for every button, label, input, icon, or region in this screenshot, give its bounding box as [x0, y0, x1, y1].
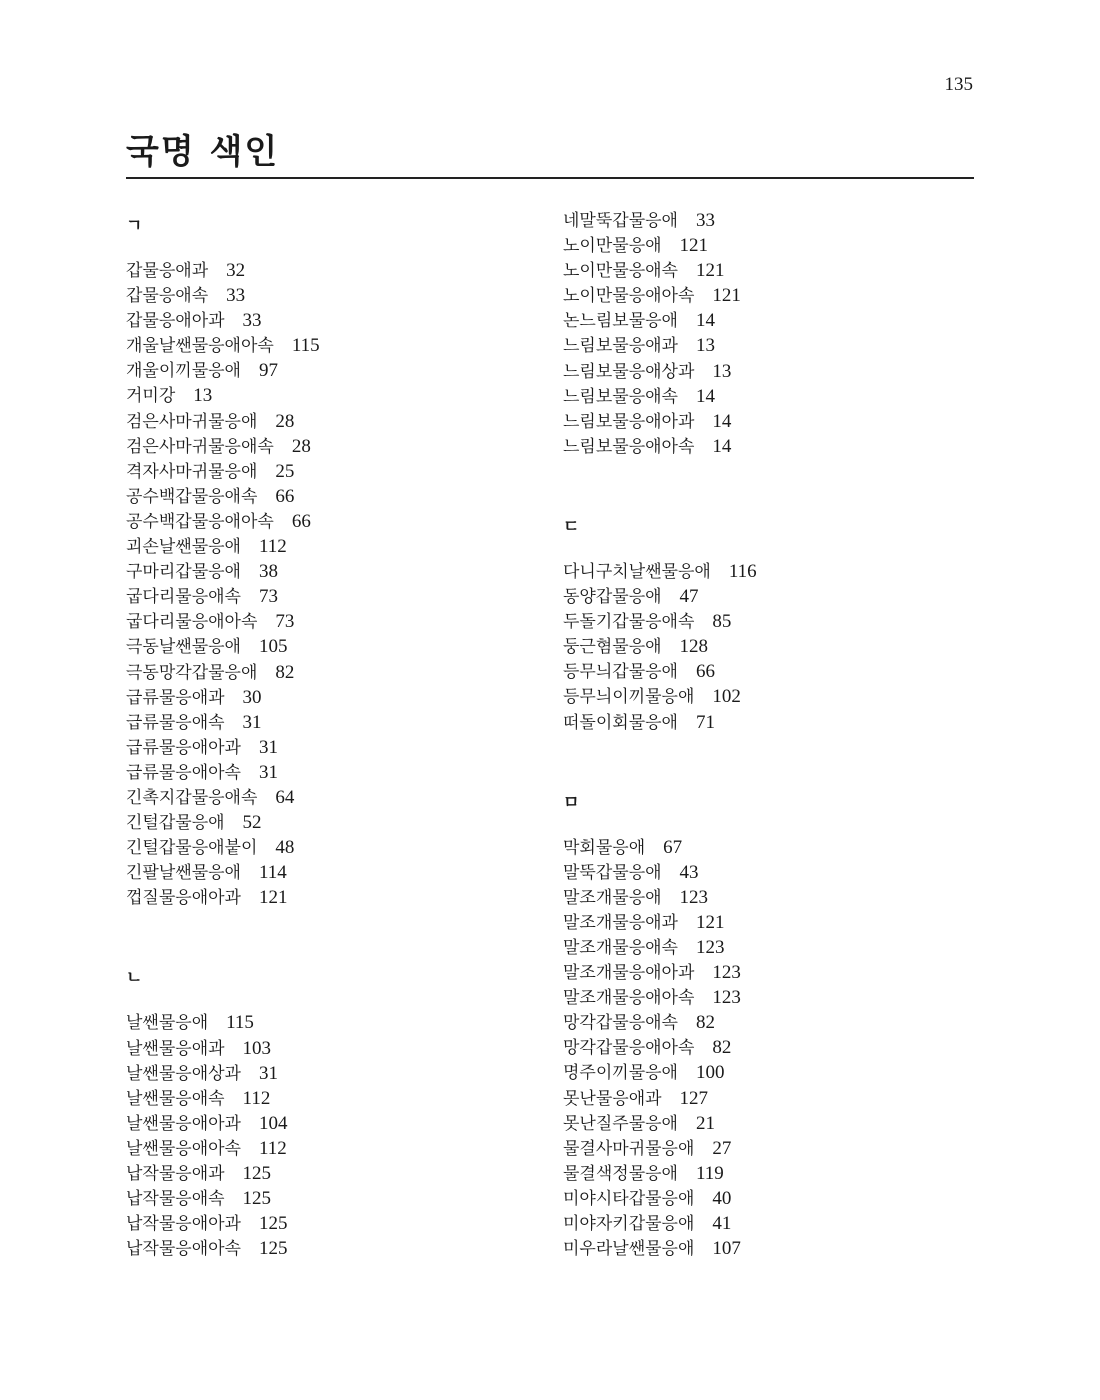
index-page-number: 66 — [291, 510, 311, 532]
index-term: 공수백갑물응애속 — [126, 486, 258, 507]
index-term: 납작물응애속 — [126, 1189, 225, 1210]
index-page-number: 121 — [695, 260, 725, 282]
index-entry — [126, 710, 526, 735]
index-term: 등무늬갑물응애 — [563, 662, 678, 683]
index-entry — [126, 1036, 526, 1061]
index-term: 날쌘물응애아속 — [126, 1138, 241, 1159]
index-page-number: 102 — [712, 686, 741, 708]
index-section — [126, 208, 526, 910]
index-entry — [126, 1061, 526, 1086]
index-term: 갑물응애아과 — [126, 311, 225, 332]
index-term: 괴손날쌘물응애 — [126, 537, 241, 558]
index-section — [563, 785, 963, 1262]
index-entry — [126, 459, 526, 484]
index-term: 말조개물응애속 — [563, 937, 678, 958]
index-term: 느림보물응애아과 — [563, 411, 695, 432]
index-page-number: 112 — [242, 1087, 271, 1109]
index-term: 미우라날쌘물응애 — [563, 1239, 695, 1260]
index-term: 둥근혐물응애 — [563, 637, 662, 658]
index-page-number: 43 — [679, 861, 699, 883]
index-term: 거미강 — [126, 386, 176, 407]
index-page-number: 82 — [695, 1012, 715, 1034]
index-term: 말조개물응애아과 — [563, 963, 695, 984]
index-term: 등무늬이끼물응애 — [563, 687, 695, 708]
index-page-number: 47 — [679, 586, 699, 608]
index-entry — [126, 409, 526, 434]
index-entry — [126, 1186, 526, 1211]
index-term: 말조개물응애과 — [563, 912, 678, 933]
index-term: 느림보물응애상과 — [563, 361, 695, 382]
index-entry — [563, 409, 963, 434]
index-entry — [563, 258, 963, 283]
index-term: 구마리갑물응애 — [126, 562, 241, 583]
index-entry — [563, 609, 963, 634]
index-entry — [126, 1111, 526, 1136]
index-term: 망각갑물응애속 — [563, 1013, 678, 1034]
index-entry — [563, 1161, 963, 1186]
index-entry — [126, 1211, 526, 1236]
index-entry — [563, 359, 963, 384]
index-page-number: 64 — [275, 786, 295, 808]
index-page-number: 125 — [242, 1163, 272, 1184]
index-term: 노이만물응애아속 — [563, 286, 695, 307]
index-entry — [126, 634, 526, 659]
index-page-number: 123 — [712, 987, 741, 1009]
index-page-number: 103 — [242, 1037, 272, 1059]
index-term: 개울이끼물응애 — [126, 361, 241, 382]
index-term: 굽다리물응애속 — [126, 587, 241, 608]
index-entry — [563, 1186, 963, 1211]
index-page-number: 73 — [258, 586, 278, 608]
index-term: 막회물응애 — [563, 837, 646, 858]
index-page-number: 123 — [695, 936, 725, 958]
index-page-number: 116 — [728, 560, 757, 582]
index-section — [563, 509, 963, 735]
index-entry — [126, 885, 526, 910]
index-term: 노이만물응애 — [563, 236, 662, 257]
index-page-number: 71 — [695, 711, 715, 733]
index-term: 말조개물응애 — [563, 887, 662, 908]
index-page-number: 121 — [695, 911, 725, 933]
index-page-number: 33 — [226, 285, 246, 307]
index-term: 급류물응애아속 — [126, 762, 241, 783]
index-term: 노이만물응애속 — [563, 261, 678, 282]
index-term: 날쌘물응애과 — [126, 1038, 225, 1059]
index-entry — [126, 1236, 526, 1261]
index-page-number: 31 — [242, 711, 262, 733]
index-page-number: 33 — [242, 310, 262, 332]
index-entry — [563, 634, 963, 659]
index-page-number: 28 — [275, 410, 295, 432]
index-entry — [126, 835, 526, 860]
index-term: 날쌘물응애 — [126, 1013, 209, 1034]
index-entry — [126, 1136, 526, 1161]
index-entry — [563, 208, 963, 233]
index-page-number: 121 — [679, 235, 709, 257]
index-term: 동양갑물응애 — [563, 587, 662, 608]
index-entry — [563, 283, 963, 308]
index-term: 말뚝갑물응애 — [563, 862, 662, 883]
index-entry — [126, 609, 526, 634]
index-page-number: 48 — [275, 837, 295, 859]
index-entry — [563, 960, 963, 985]
index-term: 못난물응애과 — [563, 1088, 662, 1109]
index-entry — [563, 885, 963, 910]
index-entry — [563, 559, 963, 584]
index-term: 납작물응애과 — [126, 1164, 225, 1184]
index-term: 극동망각갑물응애 — [126, 662, 258, 683]
index-entry — [126, 258, 526, 283]
index-entry — [563, 1211, 963, 1236]
index-page-number: 125 — [258, 1213, 288, 1235]
index-entry — [126, 860, 526, 885]
index-term: 두돌기갑물응애속 — [563, 612, 695, 633]
index-term: 못난질주물응애 — [563, 1113, 678, 1134]
index-entry — [563, 1035, 963, 1060]
index-term: 격자사마귀물응애 — [126, 461, 258, 482]
index-term: 급류물응애아과 — [126, 737, 241, 758]
index-term: 급류물응애과 — [126, 687, 225, 708]
index-entry — [563, 1010, 963, 1035]
index-page-number: 127 — [679, 1087, 709, 1109]
index-entry — [563, 935, 963, 960]
index-term: 네말뚝갑물응애 — [563, 211, 678, 231]
index-page-number: 107 — [712, 1238, 741, 1260]
index-page-number: 121 — [258, 887, 288, 909]
index-page-number: 13 — [193, 385, 213, 407]
index-page-number: 82 — [712, 1037, 732, 1059]
index-term: 미야자키갑물응애 — [563, 1214, 695, 1234]
index-entry — [126, 1086, 526, 1111]
index-term: 망각갑물응애아속 — [563, 1038, 695, 1059]
index-entry — [126, 685, 526, 710]
index-entry — [126, 308, 526, 333]
index-page-number: 41 — [712, 1213, 732, 1234]
index-term: 개울날쌘물응애아속 — [126, 336, 274, 357]
index-section — [563, 208, 963, 459]
index-entry — [126, 559, 526, 584]
index-entry — [126, 484, 526, 509]
index-entry — [563, 1060, 963, 1085]
index-entry — [563, 835, 963, 860]
index-entry — [126, 509, 526, 534]
index-term: 날쌘물응애속 — [126, 1088, 225, 1109]
index-term: 명주이끼물응애 — [563, 1063, 678, 1084]
index-page-number: 33 — [695, 210, 715, 231]
index-entry — [126, 810, 526, 835]
index-term: 극동날쌘물응애 — [126, 637, 241, 658]
index-entry — [126, 1161, 526, 1186]
index-term: 물결사마귀물응애 — [563, 1138, 695, 1159]
index-page-number: 14 — [712, 435, 732, 457]
index-page-number: 104 — [258, 1112, 288, 1134]
index-term: 논느림보물응애 — [563, 311, 678, 332]
index-page-number: 112 — [258, 1137, 287, 1159]
index-page-number: 31 — [258, 1062, 278, 1084]
index-entry — [563, 233, 963, 258]
index-entry — [563, 1136, 963, 1161]
index-page-number: 40 — [712, 1187, 732, 1209]
index-page-number: 100 — [695, 1062, 725, 1084]
index-entry — [126, 735, 526, 760]
index-page-number: 25 — [275, 460, 295, 482]
index-page-number: 121 — [712, 285, 741, 307]
index-page-number: 82 — [275, 661, 295, 683]
index-entry — [126, 660, 526, 685]
index-entry — [563, 584, 963, 609]
index-page-number: 66 — [275, 485, 295, 507]
index-term: 긴팔날쌘물응애 — [126, 863, 241, 884]
index-entry — [126, 383, 526, 408]
index-entry — [563, 985, 963, 1010]
index-page-number: 119 — [695, 1162, 724, 1184]
index-term: 납작물응애아속 — [126, 1239, 241, 1260]
index-term: 느림보물응애속 — [563, 386, 678, 407]
index-page-number: 32 — [226, 260, 246, 281]
index-entry — [563, 710, 963, 735]
index-term: 다니구치날쌘물응애 — [563, 561, 711, 582]
index-entry — [126, 333, 526, 358]
index-term: 검은사마귀물응애속 — [126, 436, 274, 457]
section-letter: ㅁ — [563, 792, 580, 813]
index-page-number: 30 — [242, 686, 262, 708]
index-page-number: 52 — [242, 812, 262, 834]
page-number: 135 — [944, 74, 973, 95]
index-page-number: 28 — [291, 435, 311, 457]
index-term: 느림보물응애아속 — [563, 436, 695, 457]
index-entry — [126, 1010, 526, 1035]
index-term: 공수백갑물응애아속 — [126, 511, 274, 532]
index-term: 검은사마귀물응애 — [126, 411, 258, 432]
section-letter: ㄱ — [126, 216, 143, 236]
index-column-left — [126, 208, 526, 1311]
index-page-number: 125 — [242, 1188, 272, 1210]
index-entry — [563, 1086, 963, 1111]
index-entry — [563, 308, 963, 333]
index-entry — [563, 860, 963, 885]
index-term: 긴털갑물응애 — [126, 813, 225, 834]
index-page-number: 123 — [679, 886, 709, 908]
index-entry — [563, 1111, 963, 1136]
page-title: 국명 색인 — [126, 132, 280, 172]
index-entry — [563, 434, 963, 459]
index-entry — [126, 283, 526, 308]
index-term: 떠돌이회물응애 — [563, 712, 678, 733]
index-page-number: 14 — [712, 410, 732, 432]
index-page-number: 21 — [695, 1112, 715, 1134]
section-letter: ㄴ — [126, 968, 143, 989]
index-page-number: 128 — [679, 636, 709, 658]
index-page-number: 112 — [258, 536, 287, 558]
index-page-number: 97 — [258, 360, 278, 382]
index-entry — [126, 434, 526, 459]
index-entry — [126, 358, 526, 383]
index-term: 껍질물응애아과 — [126, 888, 241, 909]
index-page-number: 13 — [695, 335, 715, 357]
title-rule — [126, 177, 974, 179]
index-page-number: 105 — [258, 636, 288, 658]
index-term: 느림보물응애과 — [563, 336, 678, 357]
index-term: 굽다리물응애아속 — [126, 612, 258, 633]
index-entry — [563, 1236, 963, 1261]
index-term: 미야시타갑물응애 — [563, 1188, 695, 1209]
index-page-number: 13 — [712, 360, 732, 382]
index-page-number: 67 — [663, 836, 683, 858]
index-entry — [563, 659, 963, 684]
index-page-number: 115 — [291, 335, 320, 357]
index-term: 급류물응애속 — [126, 712, 225, 733]
index-page-number: 125 — [258, 1238, 288, 1260]
index-entry — [563, 910, 963, 935]
index-term: 납작물응애아과 — [126, 1214, 241, 1235]
index-term: 갑물응애속 — [126, 286, 209, 307]
index-column-right — [563, 208, 963, 1311]
index-section — [126, 960, 526, 1261]
index-entry — [126, 584, 526, 609]
index-term: 날쌘물응애아과 — [126, 1113, 241, 1134]
index-term: 긴촉지갑물응애속 — [126, 787, 258, 808]
index-entry — [563, 384, 963, 409]
index-term: 말조개물응애아속 — [563, 988, 695, 1009]
index-page-number: 14 — [695, 385, 715, 407]
index-term: 날쌘물응애상과 — [126, 1063, 241, 1084]
index-term: 긴털갑물응애붙이 — [126, 838, 258, 859]
index-page-number: 31 — [258, 736, 278, 758]
index-entry — [563, 333, 963, 358]
index-entry — [126, 785, 526, 810]
index-page-number: 66 — [695, 661, 715, 683]
index-page-number: 123 — [712, 962, 741, 984]
section-letter: ㄷ — [563, 516, 580, 537]
index-page-number: 38 — [258, 561, 278, 583]
index-term: 갑물응애과 — [126, 261, 209, 281]
index-page-number: 85 — [712, 611, 732, 633]
index-page-number: 73 — [275, 611, 295, 633]
index-page-number: 114 — [258, 862, 287, 884]
index-entry — [126, 760, 526, 785]
index-entry — [563, 684, 963, 709]
index-entry — [126, 534, 526, 559]
index-page-number: 27 — [712, 1137, 732, 1159]
index-page-number: 31 — [258, 761, 278, 783]
index-term: 물결색정물응애 — [563, 1163, 678, 1184]
index-page-number: 14 — [695, 310, 715, 332]
index-page-number: 115 — [226, 1012, 254, 1034]
